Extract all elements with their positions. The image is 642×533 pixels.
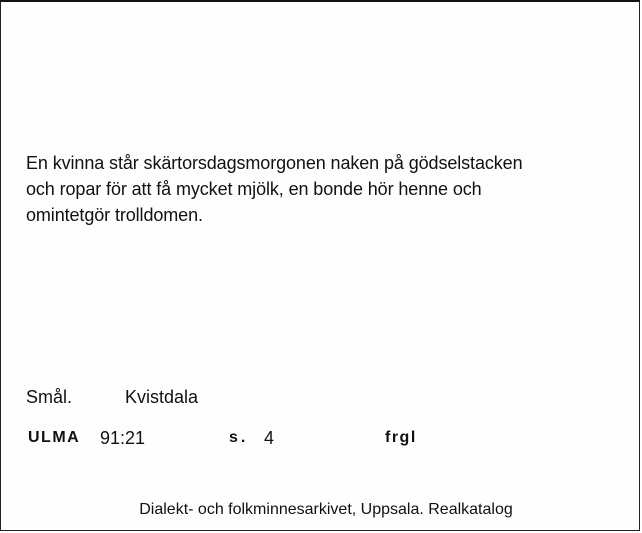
category-code: frgl xyxy=(385,429,417,446)
parish-label: Kvistdala xyxy=(125,387,199,407)
page-label: s. xyxy=(229,429,249,446)
description-line-1: En kvinna står skärtorsdagsmorgonen naken på gödselstacken xyxy=(26,153,523,173)
reference-row xyxy=(28,426,628,450)
record-description xyxy=(26,150,626,228)
description-line-2: och ropar för att få mycket mjölk, en bonde hör henne och xyxy=(26,179,482,199)
record-number: 91:21 xyxy=(100,428,146,448)
description-line-3: omintetgör trolldomen. xyxy=(26,205,203,225)
page-value: 4 xyxy=(264,428,275,448)
province-label: Smål. xyxy=(26,387,73,407)
archive-code: ULMA xyxy=(28,429,81,446)
archive-footer: Dialekt- och folkminnesarkivet, Uppsala. Realkatalog xyxy=(139,501,513,518)
